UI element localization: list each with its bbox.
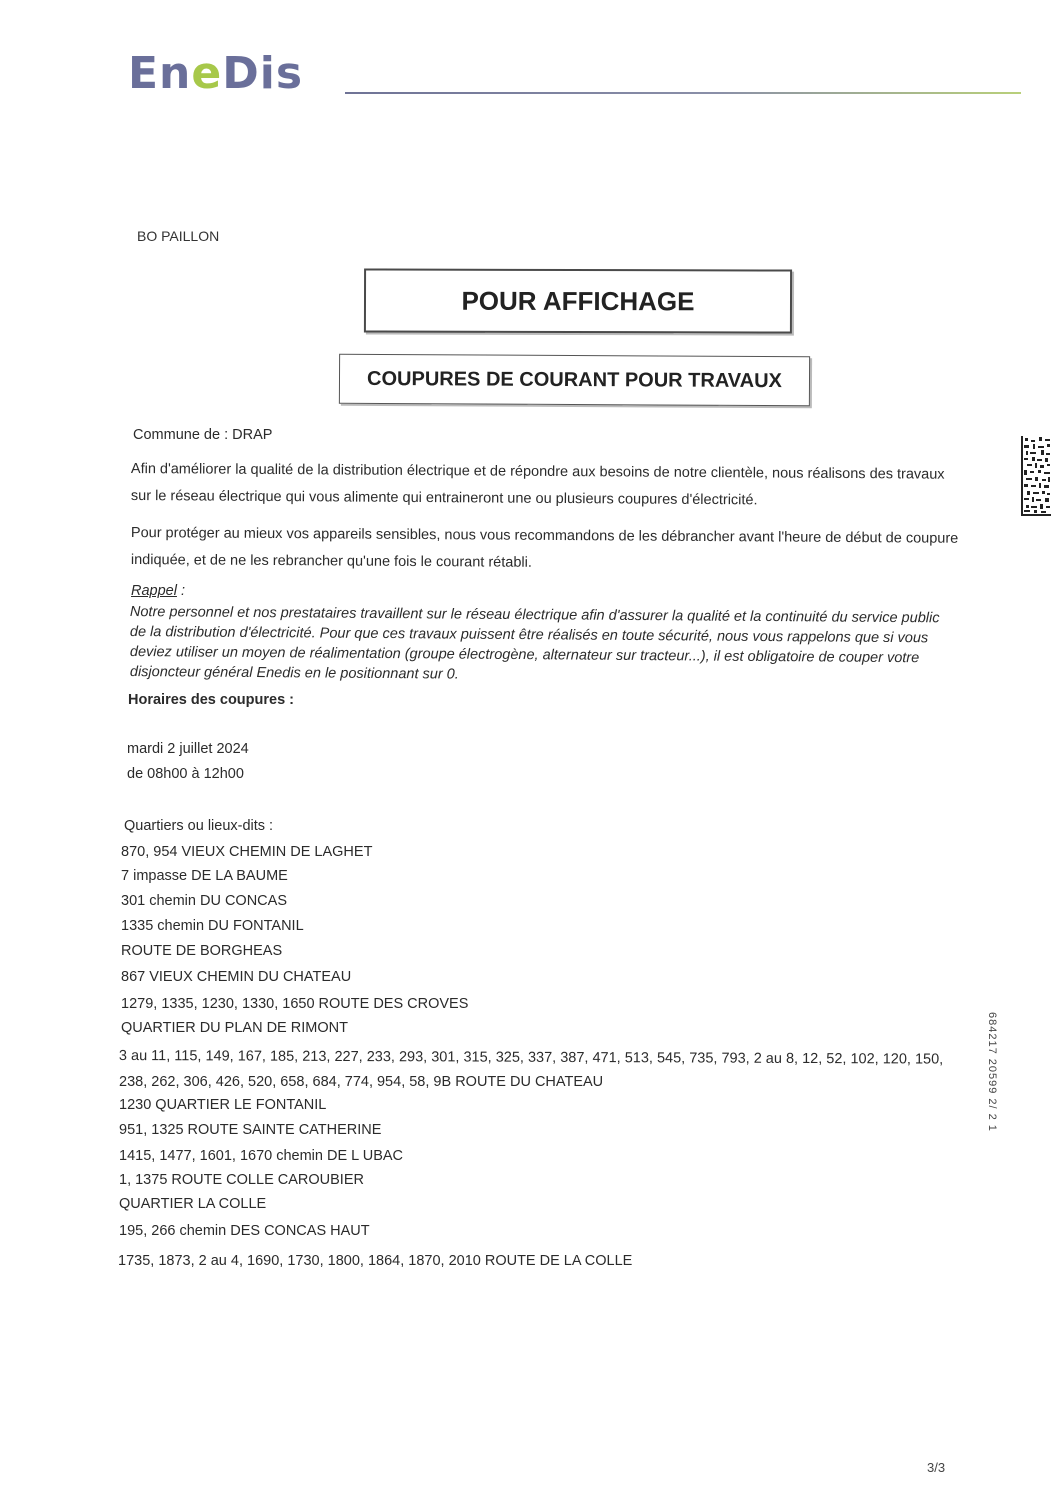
document-reference-code: 684217 20599 2/ 2 1 [986,1012,998,1132]
location-item: QUARTIER DU PLAN DE RIMONT [121,1020,348,1036]
rappel-line-3: deviez utiliser un moyen de réalimentation (groupe électrogène, alternateur sur tracteur...), il est obligatoire de couper votre [129,643,920,667]
outage-date: mardi 2 juillet 2024 [127,741,249,757]
location-item: QUARTIER LA COLLE [119,1196,267,1212]
intro-line-1: Afin d'améliorer la qualité de la distribution électrique et de répondre aux besoins de notre clientèle, nous réalisons des travaux [130,460,945,483]
location-item: 238, 262, 306, 426, 520, 658, 684, 774, 954, 58, 9B ROUTE DU CHATEAU [119,1074,604,1090]
quartiers-title: Quartiers ou lieux-dits : [124,818,274,834]
rappel-line-4: disjoncteur général Enedis en le positionnant sur 0. [129,663,459,683]
sender-label: BO PAILLON [137,228,220,244]
location-item: 1335 chemin DU FONTANIL [121,918,304,934]
advice-line-1: Pour protéger au mieux vos appareils sensibles, nous vous recommandons de les débrancher avant l'heure de début de coupure [130,524,959,547]
commune-label: Commune de : DRAP [133,427,273,443]
notice-subtitle: COUPURES DE COURANT POUR TRAVAUX [339,354,810,406]
location-item: 1230 QUARTIER LE FONTANIL [119,1097,327,1113]
location-item: 870, 954 VIEUX CHEMIN DE LAGHET [121,844,373,860]
location-item: 1735, 1873, 2 au 4, 1690, 1730, 1800, 1864, 1870, 2010 ROUTE DE LA COLLE [118,1253,633,1269]
intro-line-2: sur le réseau électrique qui vous alimente qui entraineront une ou plusieurs coupures d'électricité. [130,487,758,509]
location-item: 951, 1325 ROUTE SAINTE CATHERINE [119,1122,382,1138]
datamatrix-barcode [1021,436,1051,516]
enedis-logo: EneDis [128,48,304,99]
location-item: ROUTE DE BORGHEAS [121,943,283,959]
header-rule [345,92,1021,94]
location-item: 3 au 11, 115, 149, 167, 185, 213, 227, 233, 293, 301, 315, 325, 337, 387, 471, 513, 545, 735, 793, 2 au 8, 12, 52, 102, 120, 150, [118,1048,944,1068]
location-item: 7 impasse DE LA BAUME [121,868,288,884]
page-number: 3/3 [927,1460,946,1475]
location-item: 301 chemin DU CONCAS [121,893,287,909]
location-item: 867 VIEUX CHEMIN DU CHATEAU [121,969,352,985]
rappel-line-2: de la distribution d'électricité. Pour que ces travaux puissent être réalisés en toute sécurité, nous vous rappelons que si vous [129,623,929,647]
rappel-line-1: Notre personnel et nos prestataires travaillent sur le réseau électrique afin d'assurer la qualité et la continuité du service public [129,603,940,627]
pour-affichage-banner: POUR AFFICHAGE [364,268,792,333]
location-item: 195, 266 chemin DES CONCAS HAUT [119,1223,370,1239]
horaires-title: Horaires des coupures : [128,692,294,708]
advice-line-2: indiquée, et de ne les rebrancher qu'une fois le courant rétabli. [130,551,532,571]
location-item: 1415, 1477, 1601, 1670 chemin DE L UBAC [119,1148,404,1164]
location-item: 1, 1375 ROUTE COLLE CAROUBIER [119,1172,364,1188]
outage-time: de 08h00 à 12h00 [127,766,244,782]
location-item: 1279, 1335, 1230, 1330, 1650 ROUTE DES CROVES [121,996,469,1012]
rappel-heading: Rappel : [131,583,186,599]
